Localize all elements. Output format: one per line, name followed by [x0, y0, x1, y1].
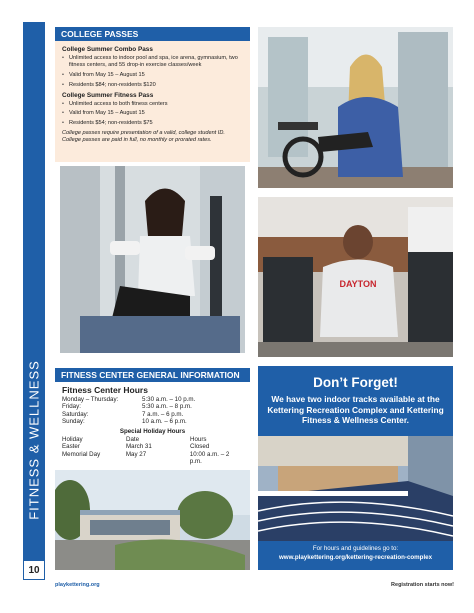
fitness-info-panel — [55, 368, 250, 470]
hours-guidelines-text: For hours and guidelines go to: — [312, 545, 399, 552]
dont-forget-footer — [258, 541, 453, 570]
hours-row: Saturday: 7 a.m. – 6 p.m. — [62, 410, 184, 418]
holiday-row: Easter March 31 Closed — [62, 443, 210, 451]
section-label — [23, 320, 45, 560]
fitness-pass-title: College Summer Fitness Pass — [62, 91, 154, 99]
holiday-header-row: Holiday Date Hours — [62, 435, 207, 443]
college-passes-header: COLLEGE PASSES — [55, 27, 250, 41]
list-item: • Residents $84; non-residents $120 — [62, 82, 243, 89]
special-hours-title: Special Holiday Hours — [119, 427, 186, 435]
photo-indoor-track — [258, 436, 453, 541]
section-label-text: FITNESS & WELLNESS — [26, 360, 42, 520]
list-item: • Unlimited access to both fitness centers — [62, 101, 243, 108]
page-number: 10 — [23, 560, 45, 580]
college-passes-panel — [55, 27, 250, 162]
photo-woman-weight-machine — [60, 166, 245, 353]
list-item: • Unlimited access to indoor pool and spa, ice arena, gymnasium, two fitness centers, and 55 drop-in exercise classes/week — [62, 55, 243, 69]
college-pass-note: College passes require presentation of a valid, college student ID. College passes are paid in full, no monthly or prorated rates. — [62, 129, 225, 144]
dont-forget-title: Don’t Forget! — [313, 375, 398, 390]
hours-row: Sunday: 10 a.m. – 6 p.m. — [62, 418, 187, 426]
photo-woman-exercise-bike — [258, 27, 453, 188]
list-item: • Valid from May 15 – August 15 — [62, 72, 243, 79]
hours-title: Fitness Center Hours — [62, 385, 148, 395]
photo-building-exterior — [55, 470, 250, 570]
recreation-complex-link[interactable]: www.playkettering.org/kettering-recreation-complex — [278, 553, 433, 561]
dont-forget-panel — [258, 366, 453, 436]
holiday-row: Memorial Day May 27 10:00 a.m. – 2 p.m. — [62, 450, 230, 466]
hours-row: Monday – Thursday: 5:30 a.m. – 10 p.m. — [62, 395, 196, 403]
dont-forget-body: We have two indoor tracks available at the Kettering Recreation Complex and Kettering Fitness & Wellness Center. — [267, 394, 444, 425]
combo-pass-title: College Summer Combo Pass — [62, 46, 153, 53]
hours-row: Friday: 5:30 a.m. – 8 p.m. — [62, 403, 192, 411]
footer-registration: Registration starts now! — [391, 582, 454, 588]
list-item: • Valid from May 15 – August 15 — [62, 110, 243, 117]
list-item: • Residents $54; non-residents $75 — [62, 120, 243, 127]
dayton-shirt-text: DAYTON — [339, 279, 377, 289]
fitness-pass-list — [62, 101, 243, 128]
photo-man-exercise-bike — [258, 197, 453, 357]
fitness-info-header: FITNESS CENTER GENERAL INFORMATION — [55, 368, 250, 382]
combo-pass-list — [62, 55, 243, 89]
footer-website[interactable]: playkettering.org — [55, 582, 100, 588]
